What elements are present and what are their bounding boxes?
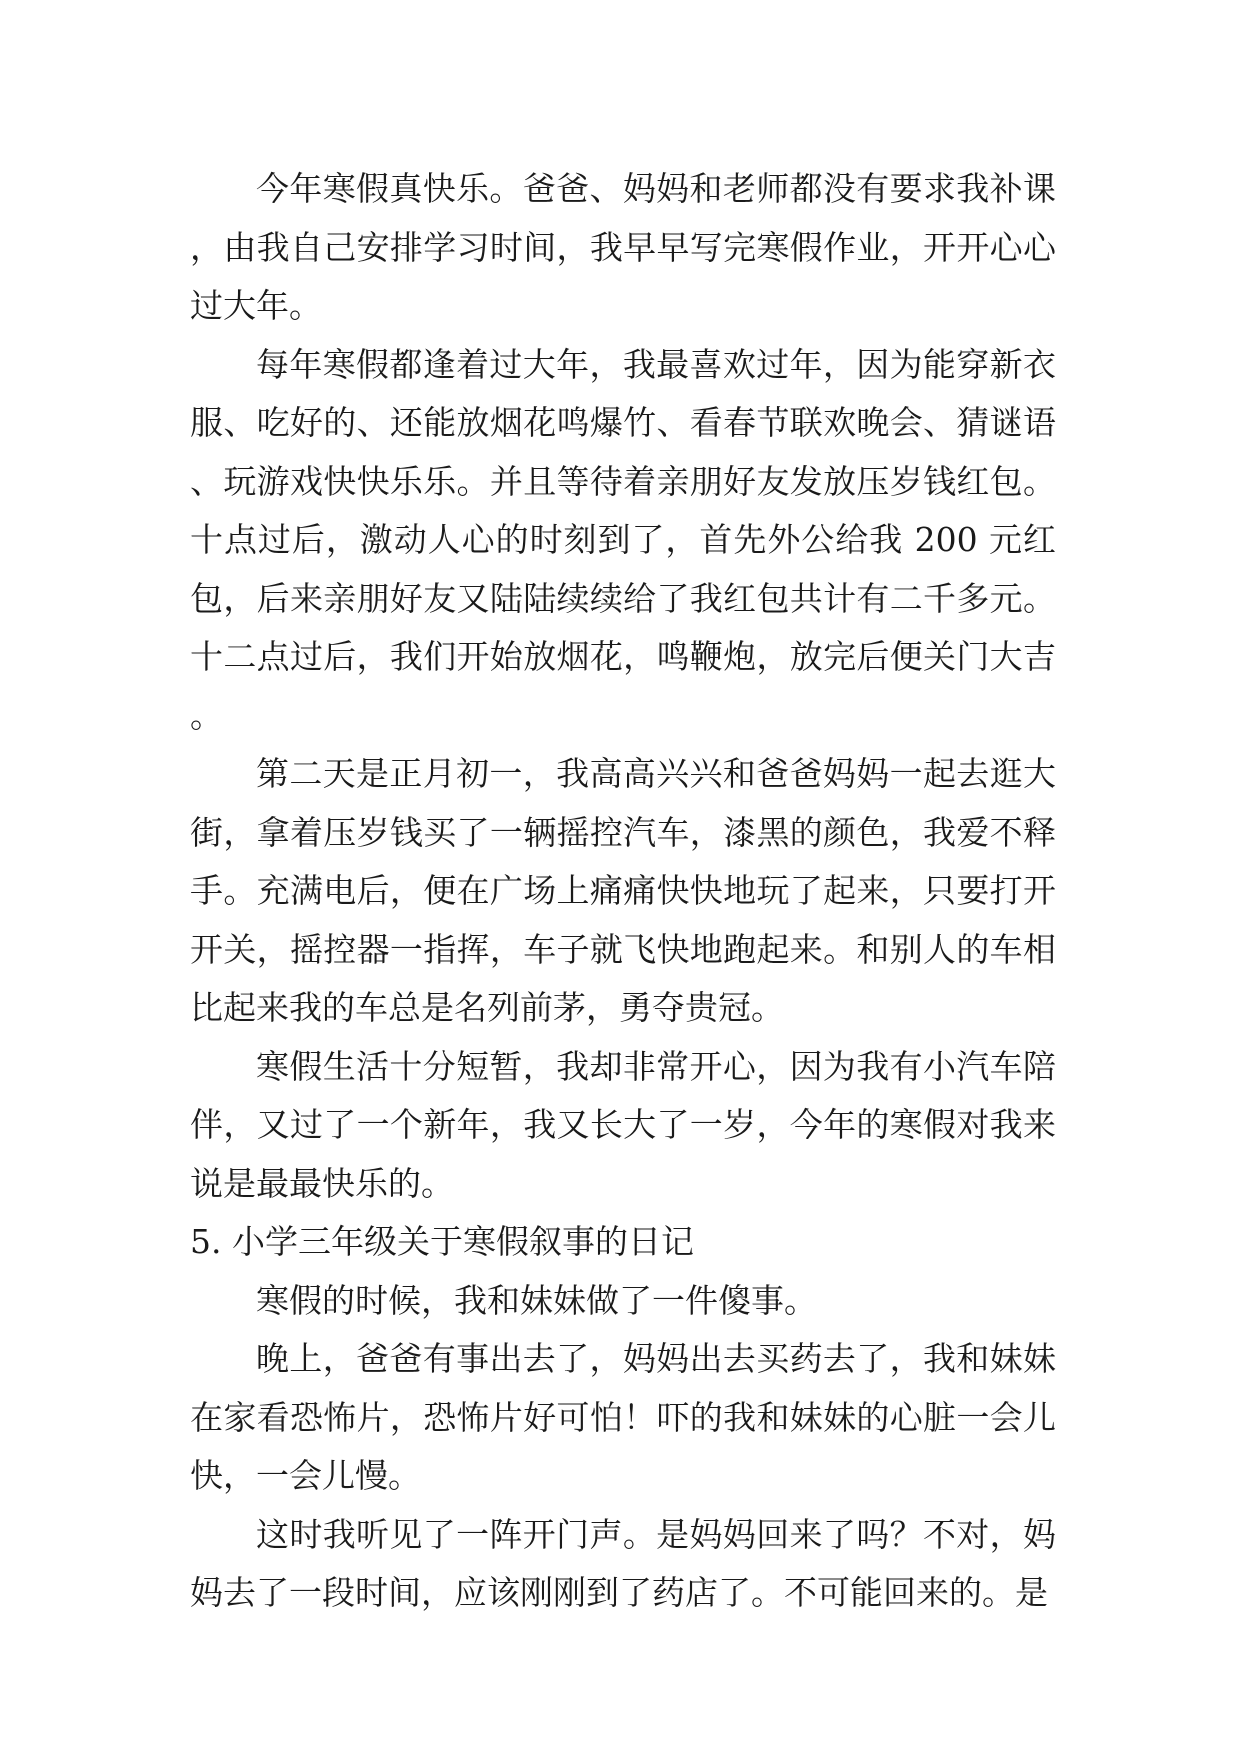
paragraph-1: 今年寒假真快乐。爸爸、妈妈和老师都没有要求我补课，由我自己安排学习时间，我早早写完寒假作业，开开心心过大年。 [190, 169, 1056, 325]
paragraph-7: 这时我听见了一阵开门声。是妈妈回来了吗？不对，妈妈去了一段时间，应该刚刚到了药店了。不可能回来的。是 [190, 1514, 1056, 1612]
paragraph-6: 晚上，爸爸有事出去了，妈妈出去买药去了，我和妹妹在家看恐怖片，恐怖片好可怕！吓的我和妹妹的心脏一会儿快，一会儿慢。 [190, 1339, 1056, 1495]
section-heading: 5. 小学三年级关于寒假叙事的日记 [190, 1222, 694, 1261]
document-body [190, 160, 1056, 1623]
paragraph-2: 每年寒假都逢着过大年，我最喜欢过年，因为能穿新衣服、吃好的、还能放烟花鸣爆竹、看春节联欢晚会、猜谜语、玩游戏快快乐乐。并且等待着亲朋好友发放压岁钱红包。十点过后，激动人心的时刻到了，首先外公给我 200 元红包，后来亲朋好友又陆陆续续给了我红包共计有二千多元。十二点过后，我们开始放烟花，鸣鞭炮，放完后便关门大吉。 [190, 344, 1056, 735]
paragraph-5: 寒假的时候，我和妹妹做了一件傻事。 [256, 1280, 817, 1320]
paragraph-3: 第二天是正月初一，我高高兴兴和爸爸妈妈一起去逛大街，拿着压岁钱买了一辆摇控汽车，漆黑的颜色，我爱不释手。充满电后，便在广场上痛痛快快地玩了起来，只要打开开关，摇控器一指挥，车子就飞快地跑起来。和别人的车相比起来我的车总是名列前茅，勇夺贵冠。 [190, 754, 1056, 1027]
paragraph-4: 寒假生活十分短暂，我却非常开心，因为我有小汽车陪伴，又过了一个新年，我又长大了一岁，今年的寒假对我来说是最最快乐的。 [190, 1046, 1056, 1203]
